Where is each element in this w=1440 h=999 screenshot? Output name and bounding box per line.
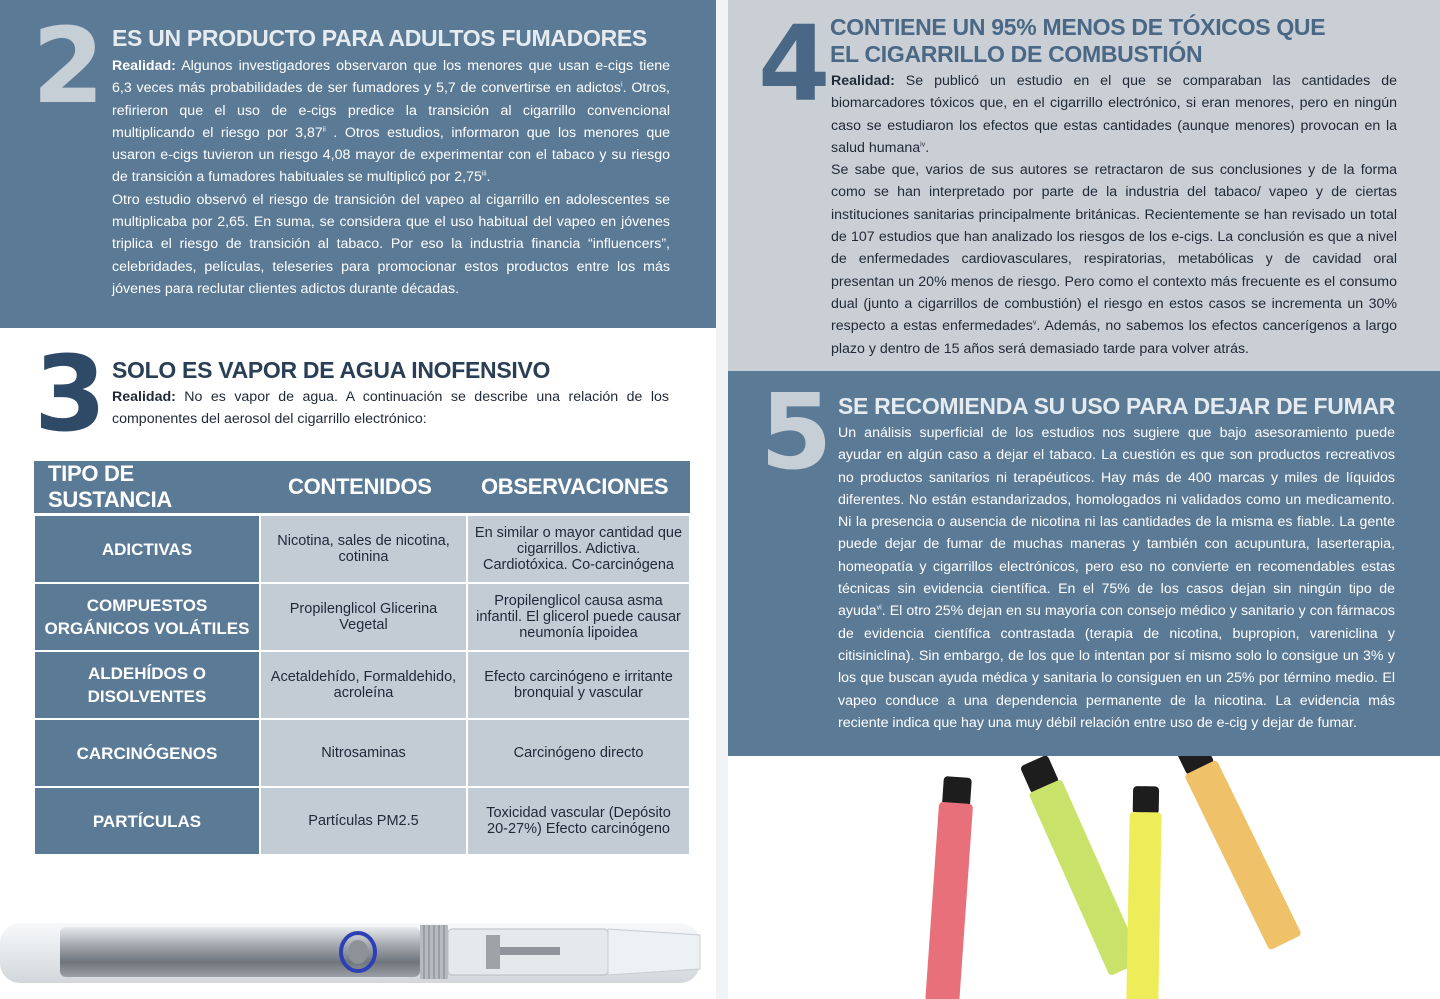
body-text: Se sabe que, varios de sus autores se retractaron de sus conclusiones y de la forma como se han interpretado por parte de la industria del tabaco/ vapeo y de ciertas instituciones sanitarias principalmente británicas. Recientemente se han revisado un total de 107 estudios que han analizado los riesgos de los e-cigs. La conclusión es que a nivel de enfermedades cardiovasculares, respiratorias, metabólicas y de cavidad oral presentan un 20% menos de riesgo. Pero como el contexto más frecuente es el consumo dual (junto a cigarrillos de combustión) el riesgo en estos casos se incrementa un 30% respecto a estas enfermedades [831, 162, 1397, 335]
section-body [838, 422, 1395, 734]
body-text: No es vapor de agua. A continuación se describe una relación de los componentes del aerosol del cigarrillo electrónico: [112, 389, 669, 428]
substance-contents: Propilenglicol Glicerina Vegetal [260, 583, 467, 651]
substance-type: CARCINÓGENOS [34, 719, 260, 787]
section-heading: SE RECOMIENDA SU USO PARA DEJAR DE FUMAR [838, 393, 1396, 419]
substance-type: COMPUESTOS ORGÁNICOS VOLÁTILES [34, 583, 260, 651]
reality-label: Realidad: [112, 389, 176, 405]
reality-label: Realidad: [831, 73, 895, 89]
table-row [34, 787, 690, 855]
table-row [34, 583, 690, 651]
reality-label: Realidad: [112, 58, 176, 74]
footnote-ref: vi [876, 604, 882, 612]
body-text: Se publicó un estudio en el que se comparaban las cantidades de biomarcadores tóxicos que, en el cigarrillo electrónico, si eran menores, pero en ningún caso se estudiaron los efectos que estas cantidades (aunque menores) provocan en la salud humana [831, 73, 1397, 156]
body-text: . Además, no sabemos los efectos cancerígenos a largo plazo y dentro de 15 años será demasiado tarde para volver atrás. [831, 318, 1397, 357]
table-row [34, 515, 690, 584]
substance-observations: Propilenglicol causa asma infantil. El glicerol puede causar neumonía lipoidea [467, 583, 690, 651]
substance-observations: Carcinógeno directo [467, 719, 690, 787]
column-header: OBSERVACIONES [467, 461, 690, 515]
substances-table [33, 461, 691, 856]
column-header: CONTENIDOS [260, 461, 467, 515]
section-body [831, 70, 1397, 360]
body-text: . El otro 25% dejan en su mayoría con consejo médico y sanitario y con fármacos de evidencia científica contrastada (terapia de nicotina, bupropion, vareniclina y citisiniclina). Sin embargo, de los que lo intentan por sí mismo solo lo consigue un 3% y los que buscan ayuda médica y sanitaria lo consiguen en un 25% por término medio. El vapeo conduce a una dependencia permanente de la nicotina. La evidencia más reciente indica que hay una muy débil relación entre uso de e-cig y dejar de fumar. [838, 603, 1395, 731]
section-number: 3 [34, 333, 103, 455]
substance-type: ALDEHÍDOS O DISOLVENTES [34, 651, 260, 719]
substance-observations: Toxicidad vascular (Depósito 20-27%) Efecto carcinógeno [467, 787, 690, 855]
column-header: TIPO DE SUSTANCIA [34, 461, 260, 515]
body-text: . [925, 139, 930, 156]
footnote-ref: i [621, 81, 623, 89]
pen-vape-icon [0, 905, 716, 999]
body-paragraph: Otro estudio observó el riesgo de transición del vapeo al cigarrillo en adolescentes se multiplicaba por 2,65. En suma, se considera que el uso habitual del vapeo en jóvenes triplica el riesgo de transición al tabaco. Por eso la industria financia “influencers”, celebridades, películas, teleseries para promocionar estos productos entre los más jóvenes para reclutar clientes adictos durante décadas. [112, 191, 670, 297]
footnote-ref: iii [481, 170, 487, 178]
section-heading-line2: EL CIGARRILLO DE COMBUSTIÓN [830, 41, 1203, 67]
substance-contents: Nitrosaminas [260, 719, 467, 787]
body-text: . Otros estudios, informaron que los menores que usaron e-cigs tuvieron un riesgo 4,08 mayor de experimentar con el tabaco y su riesgo de transición a fumadores habituales se multiplicó por 2,75 [112, 124, 671, 186]
section-number: 5 [760, 371, 829, 493]
section-heading: SOLO ES VAPOR DE AGUA INOFENSIVO [112, 357, 551, 383]
substance-observations: Efecto carcinógeno e irritante bronquial y vascular [467, 651, 690, 719]
table-header-row [34, 461, 690, 515]
section-heading: ES UN PRODUCTO PARA ADULTOS FUMADORES [112, 25, 647, 51]
section-2-panel [0, 0, 716, 328]
substance-contents: Acetaldehído, Formaldehido, acroleína [260, 651, 467, 719]
body-text: Algunos investigadores observaron que los menores que usan e-cigs tiene 6,3 veces más probabilidades de ser fumadores y 5,7 de convertirse en adictos [112, 58, 670, 97]
section-body [112, 386, 669, 431]
substance-type: ADICTIVAS [34, 515, 260, 584]
body-text: . [486, 169, 491, 186]
disposable-vapes-icon [728, 756, 1440, 999]
footnote-ref: iv [920, 141, 926, 149]
substance-contents: Partículas PM2.5 [260, 787, 467, 855]
section-number: 2 [32, 5, 101, 127]
footnote-ref: ii [322, 126, 326, 134]
section-body [112, 55, 670, 300]
footnote-ref: v [1032, 319, 1037, 327]
section-heading-line1: CONTIENE UN 95% MENOS DE TÓXICOS QUE [830, 14, 1326, 40]
body-text: . Otros, refirieron que el uso de e-cigs predice la transición al cigarrillo convencional multiplicando el riesgo por 3,87 [112, 80, 670, 141]
body-text: Un análisis superficial de los estudios nos sugiere que bajo asesoramiento puede ayudar en algún caso a dejar el tabaco. La cuestión es que son productos recreativos no productos sanitarios ni terapéuticos. Hay más de 400 marcas y miles de líquidos diferentes. No están estandarizados, homologados ni validados como un medicamento. Ni la presencia o ausencia de nicotina ni las cantidades de la misma es fiable. La gente puede dejar de fumar de muchas maneras y también con acupuntura, laserterapia, homeopatía y cigarrillos electrónicos, pero eso no convierte en recomendables estas técnicas sin evidencia científica. En el 75% de los casos dejan sin ningún tipo de ayuda [838, 425, 1395, 620]
substance-observations: En similar o mayor cantidad que cigarrillos. Adictiva. Cardiotóxica. Co-carcinógena [467, 515, 690, 584]
substance-type: PARTÍCULAS [34, 787, 260, 855]
table-row [34, 719, 690, 787]
substance-contents: Nicotina, sales de nicotina, cotinina [260, 515, 467, 584]
center-gutter [716, 0, 728, 999]
table-row [34, 651, 690, 719]
section-number: 4 [758, 3, 827, 125]
